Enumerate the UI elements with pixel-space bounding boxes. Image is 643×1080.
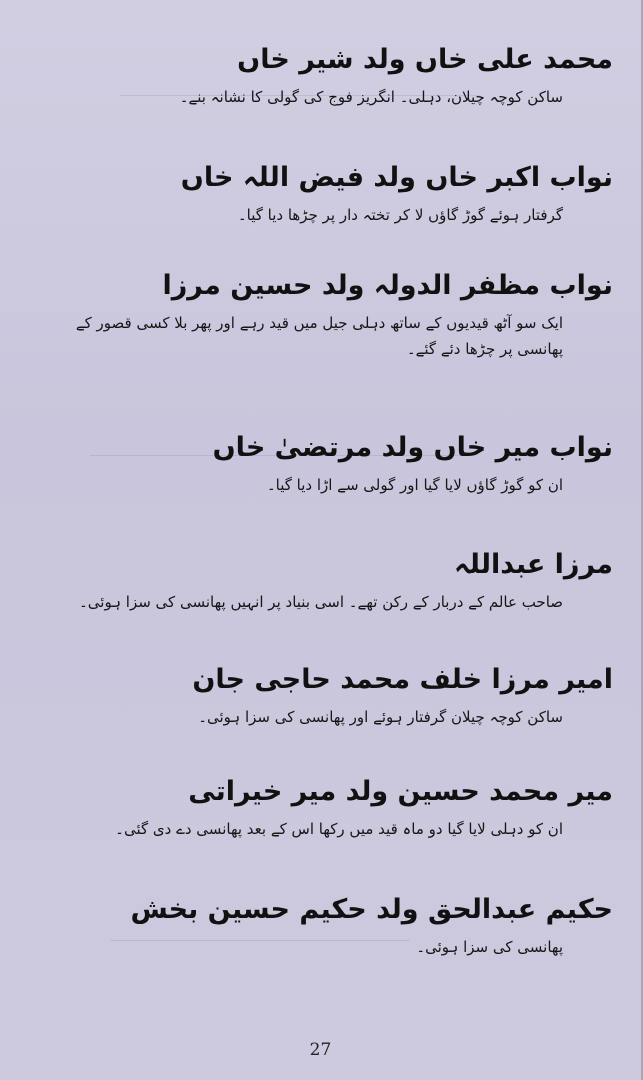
entry-description: ایک سو آٹھ قیدیوں کے ساتھ دہلی جیل میں قید رہے اور پھر بلا کسی قصور کے پھانسی پر چڑھا دئے گئے۔ [75,314,563,358]
entry-8 [40,890,613,960]
entry-name: نواب مظفر الدولہ ولد حسین مرزا [162,270,613,301]
entry-name: محمد علی خاں ولد شیر خاں [237,44,613,75]
entry-description: ان کو گوڑ گاؤں لایا گیا اور گولی سے اڑا دیا گیا۔ [266,476,563,494]
entry-name: نواب میر خاں ولد مرتضیٰ خاں [212,432,613,463]
page-number: 27 [309,1040,332,1060]
entry-3 [40,266,613,362]
entry-description: گرفتار ہوئے گوڑ گاؤں لا کر تختہ دار پر چڑھا دیا گیا۔ [237,206,563,224]
entry-name: مرزا عبداللہ [453,549,613,580]
entry-name: میر محمد حسین ولد میر خیراتی [188,776,613,807]
entry-description: ساکن کوچہ چیلان، دہلی۔ انگریز فوج کی گولی کا نشانہ بنے۔ [179,88,563,106]
entry-description: ان کو دہلی لایا گیا دو ماہ قید میں رکھا اس کے بعد پھانسی دے دی گئی۔ [115,820,563,838]
entry-name: امیر مرزا خلف محمد حاجی جان [192,664,613,695]
entry-name: نواب اکبر خاں ولد فیض اللہ خاں [180,162,613,193]
entry-description: صاحب عالم کے دربار کے رکن تھے۔ اسی بنیاد پر انہیں پھانسی کی سزا ہوئی۔ [79,593,563,611]
entry-1 [40,40,613,110]
entry-4 [40,428,613,498]
entry-6 [40,660,613,730]
entry-5 [40,545,613,615]
entry-2 [40,158,613,228]
entry-description: ساکن کوچہ چیلان گرفتار ہوئے اور پھانسی کی سزا ہوئی۔ [198,708,563,726]
entry-name: حکیم عبدالحق ولد حکیم حسین بخش [130,894,613,925]
entry-7 [40,772,613,842]
entry-description: پھانسی کی سزا ہوئی۔ [416,938,563,956]
